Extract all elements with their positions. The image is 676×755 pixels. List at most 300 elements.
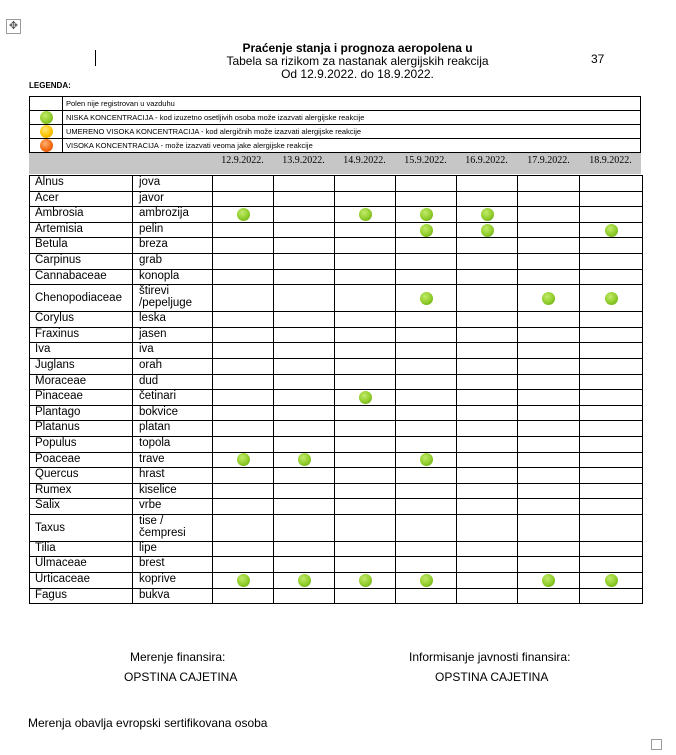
concentration-cell <box>580 312 643 328</box>
concentration-cell <box>396 207 457 223</box>
local-name-cell: konopla <box>133 269 213 285</box>
concentration-cell <box>580 514 643 541</box>
concentration-cell <box>274 541 335 557</box>
concentration-cell <box>580 358 643 374</box>
concentration-cell <box>518 176 580 192</box>
table-row <box>30 176 643 192</box>
concentration-cell <box>396 468 457 484</box>
concentration-cell <box>335 238 396 254</box>
green-dot-icon <box>420 224 433 237</box>
green-dot-icon <box>359 574 372 587</box>
latin-name-cell: Tilia <box>30 541 133 557</box>
concentration-cell <box>457 343 518 359</box>
latin-name-cell: Acer <box>30 191 133 207</box>
concentration-cell <box>580 421 643 437</box>
yellow-dot-icon <box>40 125 53 138</box>
concentration-cell <box>457 269 518 285</box>
page-corner-handle[interactable] <box>651 739 662 750</box>
table-row <box>30 312 643 328</box>
date-header: 12.9.2022. <box>221 155 264 166</box>
concentration-cell <box>396 405 457 421</box>
concentration-cell <box>274 374 335 390</box>
local-name-cell: lipe <box>133 541 213 557</box>
concentration-cell <box>457 390 518 406</box>
concentration-cell <box>518 358 580 374</box>
local-name-cell: dud <box>133 374 213 390</box>
concentration-cell <box>518 327 580 343</box>
table-row <box>30 327 643 343</box>
concentration-cell <box>457 191 518 207</box>
concentration-cell <box>274 285 335 312</box>
concentration-cell <box>213 421 274 437</box>
concentration-cell <box>580 390 643 406</box>
local-name-cell: jova <box>133 176 213 192</box>
concentration-cell <box>213 253 274 269</box>
concentration-cell <box>580 541 643 557</box>
table-row <box>30 343 643 359</box>
concentration-cell <box>274 191 335 207</box>
table-row <box>30 541 643 557</box>
concentration-cell <box>580 238 643 254</box>
local-name-cell: grab <box>133 253 213 269</box>
text-cursor <box>95 50 96 66</box>
concentration-cell <box>335 343 396 359</box>
concentration-cell <box>335 541 396 557</box>
latin-name-cell: Corylus <box>30 312 133 328</box>
concentration-cell <box>518 573 580 589</box>
green-dot-icon <box>359 208 372 221</box>
legend-label: LEGENDA: <box>29 81 71 90</box>
funding-measurement-label: Merenje finansira: <box>130 650 226 664</box>
page-number: 37 <box>591 52 605 66</box>
table-row <box>30 514 643 541</box>
concentration-cell <box>396 390 457 406</box>
local-name-cell: iva <box>133 343 213 359</box>
concentration-cell <box>335 483 396 499</box>
concentration-cell <box>580 285 643 312</box>
concentration-cell <box>213 452 274 468</box>
legend-text: UMERENO VISOKA KONCENTRACIJA - kod alergičnih može izazvati alergijske reakcije <box>63 125 641 139</box>
latin-name-cell: Salix <box>30 499 133 515</box>
green-dot-icon <box>542 292 555 305</box>
funding-information-label: Informisanje javnosti finansira: <box>409 650 571 664</box>
concentration-cell <box>274 269 335 285</box>
concentration-cell <box>213 207 274 223</box>
concentration-cell <box>580 343 643 359</box>
concentration-cell <box>274 327 335 343</box>
concentration-cell <box>518 207 580 223</box>
concentration-cell <box>335 557 396 573</box>
legend-text: NISKA KONCENTRACIJA - kod izuzetno osetljivih osoba može izazvati alergijske reakcije <box>63 111 641 125</box>
concentration-cell <box>335 573 396 589</box>
concentration-cell <box>396 436 457 452</box>
concentration-cell <box>274 176 335 192</box>
table-row <box>30 421 643 437</box>
concentration-cell <box>213 312 274 328</box>
concentration-cell <box>518 588 580 604</box>
concentration-cell <box>457 222 518 238</box>
green-dot-icon <box>542 574 555 587</box>
table-row <box>30 285 643 312</box>
green-dot-icon <box>481 208 494 221</box>
table-row <box>30 436 643 452</box>
concentration-cell <box>274 253 335 269</box>
green-dot-icon <box>605 292 618 305</box>
concentration-cell <box>335 588 396 604</box>
concentration-cell <box>518 222 580 238</box>
local-name-cell: breza <box>133 238 213 254</box>
concentration-cell <box>396 343 457 359</box>
concentration-cell <box>518 514 580 541</box>
concentration-cell <box>274 557 335 573</box>
latin-name-cell: Populus <box>30 436 133 452</box>
latin-name-cell: Chenopodiaceae <box>30 285 133 312</box>
concentration-cell <box>580 483 643 499</box>
concentration-cell <box>396 176 457 192</box>
concentration-cell <box>213 238 274 254</box>
concentration-cell <box>335 207 396 223</box>
concentration-cell <box>580 468 643 484</box>
table-row <box>30 499 643 515</box>
concentration-cell <box>457 285 518 312</box>
concentration-cell <box>518 452 580 468</box>
concentration-cell <box>580 436 643 452</box>
concentration-cell <box>213 269 274 285</box>
concentration-cell <box>396 541 457 557</box>
table-row <box>30 358 643 374</box>
concentration-cell <box>335 468 396 484</box>
latin-name-cell: Cannabaceae <box>30 269 133 285</box>
concentration-cell <box>335 452 396 468</box>
local-name-cell: štirevi /pepeljuge <box>133 285 213 312</box>
table-row <box>30 191 643 207</box>
concentration-cell <box>457 541 518 557</box>
concentration-cell <box>335 269 396 285</box>
concentration-cell <box>335 374 396 390</box>
table-row <box>30 557 643 573</box>
concentration-cell <box>580 374 643 390</box>
table-move-handle-icon[interactable]: ✥ <box>6 19 21 34</box>
concentration-cell <box>457 452 518 468</box>
latin-name-cell: Moraceae <box>30 374 133 390</box>
concentration-cell <box>274 588 335 604</box>
latin-name-cell: Taxus <box>30 514 133 541</box>
concentration-cell <box>396 573 457 589</box>
concentration-cell <box>457 238 518 254</box>
concentration-cell <box>518 191 580 207</box>
table-row <box>30 238 643 254</box>
legend-symbol-cell <box>30 111 63 125</box>
concentration-cell <box>396 312 457 328</box>
concentration-cell <box>457 176 518 192</box>
concentration-cell <box>396 483 457 499</box>
concentration-cell <box>518 405 580 421</box>
concentration-cell <box>580 405 643 421</box>
local-name-cell: pelin <box>133 222 213 238</box>
local-name-cell: bukva <box>133 588 213 604</box>
concentration-cell <box>274 436 335 452</box>
concentration-cell <box>580 588 643 604</box>
concentration-cell <box>457 483 518 499</box>
date-range: Od 12.9.2022. do 18.9.2022. <box>281 67 434 81</box>
concentration-cell <box>335 390 396 406</box>
concentration-cell <box>518 238 580 254</box>
concentration-cell <box>580 269 643 285</box>
funding-measurement-value: OPSTINA CAJETINA <box>124 670 238 684</box>
concentration-cell <box>518 374 580 390</box>
concentration-cell <box>457 557 518 573</box>
concentration-cell <box>457 374 518 390</box>
concentration-cell <box>580 573 643 589</box>
latin-name-cell: Betula <box>30 238 133 254</box>
concentration-cell <box>457 358 518 374</box>
green-dot-icon <box>298 453 311 466</box>
concentration-cell <box>274 483 335 499</box>
green-dot-icon <box>605 574 618 587</box>
concentration-cell <box>396 191 457 207</box>
concentration-cell <box>396 499 457 515</box>
pollen-table <box>29 175 643 604</box>
page-subtitle: Tabela sa rizikom za nastanak alergijskih reakcija <box>226 54 489 68</box>
legend-row <box>30 125 641 139</box>
local-name-cell: orah <box>133 358 213 374</box>
concentration-cell <box>213 327 274 343</box>
concentration-cell <box>396 557 457 573</box>
concentration-cell <box>518 343 580 359</box>
concentration-cell <box>213 588 274 604</box>
concentration-cell <box>274 343 335 359</box>
table-row <box>30 573 643 589</box>
green-dot-icon <box>481 224 494 237</box>
green-dot-icon <box>420 208 433 221</box>
concentration-cell <box>274 207 335 223</box>
concentration-cell <box>518 390 580 406</box>
green-dot-icon <box>420 574 433 587</box>
concentration-cell <box>213 285 274 312</box>
table-row <box>30 405 643 421</box>
concentration-cell <box>335 191 396 207</box>
concentration-cell <box>213 390 274 406</box>
local-name-cell: vrbe <box>133 499 213 515</box>
concentration-cell <box>396 514 457 541</box>
concentration-cell <box>580 452 643 468</box>
concentration-cell <box>274 514 335 541</box>
concentration-cell <box>335 285 396 312</box>
local-name-cell: ambrozija <box>133 207 213 223</box>
local-name-cell: koprive <box>133 573 213 589</box>
latin-name-cell: Pinaceae <box>30 390 133 406</box>
concentration-cell <box>457 312 518 328</box>
concentration-cell <box>335 327 396 343</box>
legend-symbol-cell <box>30 125 63 139</box>
legend-row <box>30 111 641 125</box>
table-row <box>30 269 643 285</box>
concentration-cell <box>518 557 580 573</box>
table-row <box>30 390 643 406</box>
legend-row <box>30 97 641 111</box>
date-header: 17.9.2022. <box>527 155 570 166</box>
local-name-cell: bokvice <box>133 405 213 421</box>
concentration-cell <box>335 421 396 437</box>
concentration-cell <box>274 238 335 254</box>
concentration-cell <box>518 285 580 312</box>
legend-symbol-cell <box>30 97 63 111</box>
concentration-cell <box>580 327 643 343</box>
table-row <box>30 222 643 238</box>
green-dot-icon <box>40 111 53 124</box>
date-header: 18.9.2022. <box>589 155 632 166</box>
concentration-cell <box>580 222 643 238</box>
green-dot-icon <box>359 391 372 404</box>
latin-name-cell: Alnus <box>30 176 133 192</box>
funding-information-value: OPSTINA CAJETINA <box>435 670 549 684</box>
legend-row <box>30 139 641 153</box>
concentration-cell <box>213 573 274 589</box>
green-dot-icon <box>420 453 433 466</box>
concentration-cell <box>274 573 335 589</box>
concentration-cell <box>396 421 457 437</box>
concentration-cell <box>518 253 580 269</box>
local-name-cell: četinari <box>133 390 213 406</box>
page-title: Praćenje stanja i prognoza aeropolena u <box>242 41 473 55</box>
green-dot-icon <box>237 574 250 587</box>
concentration-cell <box>580 499 643 515</box>
concentration-cell <box>457 207 518 223</box>
local-name-cell: platan <box>133 421 213 437</box>
green-dot-icon <box>605 224 618 237</box>
legend-symbol-cell <box>30 139 63 153</box>
concentration-cell <box>518 483 580 499</box>
latin-name-cell: Plantago <box>30 405 133 421</box>
table-row <box>30 253 643 269</box>
legend-text: Polen nije registrovan u vazduhu <box>63 97 641 111</box>
concentration-cell <box>213 468 274 484</box>
concentration-cell <box>396 327 457 343</box>
concentration-cell <box>274 421 335 437</box>
concentration-cell <box>213 358 274 374</box>
concentration-cell <box>396 452 457 468</box>
concentration-cell <box>396 222 457 238</box>
date-header: 15.9.2022. <box>404 155 447 166</box>
latin-name-cell: Juglans <box>30 358 133 374</box>
concentration-cell <box>518 499 580 515</box>
latin-name-cell: Rumex <box>30 483 133 499</box>
concentration-cell <box>580 176 643 192</box>
concentration-cell <box>457 573 518 589</box>
latin-name-cell: Ulmaceae <box>30 557 133 573</box>
concentration-cell <box>396 238 457 254</box>
latin-name-cell: Artemisia <box>30 222 133 238</box>
concentration-cell <box>396 374 457 390</box>
concentration-cell <box>274 358 335 374</box>
latin-name-cell: Carpinus <box>30 253 133 269</box>
concentration-cell <box>335 405 396 421</box>
green-dot-icon <box>298 574 311 587</box>
green-dot-icon <box>237 453 250 466</box>
concentration-cell <box>213 541 274 557</box>
concentration-cell <box>518 421 580 437</box>
concentration-cell <box>213 436 274 452</box>
concentration-cell <box>580 191 643 207</box>
date-header: 14.9.2022. <box>343 155 386 166</box>
title-block <box>180 41 535 81</box>
concentration-cell <box>274 222 335 238</box>
concentration-cell <box>274 390 335 406</box>
concentration-cell <box>457 468 518 484</box>
legend-text: VISOKA KONCENTRACIJA - može izazvati veoma jake alergijske reakcije <box>63 139 641 153</box>
green-dot-icon <box>420 292 433 305</box>
latin-name-cell: Ambrosia <box>30 207 133 223</box>
table-row <box>30 374 643 390</box>
concentration-cell <box>213 191 274 207</box>
local-name-cell: topola <box>133 436 213 452</box>
local-name-cell: tise / čempresi <box>133 514 213 541</box>
concentration-cell <box>213 514 274 541</box>
concentration-cell <box>213 557 274 573</box>
concentration-cell <box>396 269 457 285</box>
table-row <box>30 588 643 604</box>
concentration-cell <box>274 312 335 328</box>
latin-name-cell: Fagus <box>30 588 133 604</box>
concentration-cell <box>396 285 457 312</box>
green-dot-icon <box>237 208 250 221</box>
concentration-cell <box>457 514 518 541</box>
table-row <box>30 207 643 223</box>
local-name-cell: hrast <box>133 468 213 484</box>
local-name-cell: brest <box>133 557 213 573</box>
concentration-cell <box>335 253 396 269</box>
concentration-cell <box>335 358 396 374</box>
concentration-cell <box>213 499 274 515</box>
table-row <box>30 483 643 499</box>
concentration-cell <box>213 176 274 192</box>
concentration-cell <box>274 499 335 515</box>
concentration-cell <box>580 557 643 573</box>
concentration-cell <box>457 405 518 421</box>
concentration-cell <box>335 176 396 192</box>
concentration-cell <box>213 343 274 359</box>
latin-name-cell: Platanus <box>30 421 133 437</box>
concentration-cell <box>457 499 518 515</box>
orange-dot-icon <box>40 139 53 152</box>
concentration-cell <box>518 541 580 557</box>
concentration-cell <box>457 588 518 604</box>
local-name-cell: kiselice <box>133 483 213 499</box>
concentration-cell <box>518 269 580 285</box>
local-name-cell: jasen <box>133 327 213 343</box>
concentration-cell <box>457 327 518 343</box>
latin-name-cell: Iva <box>30 343 133 359</box>
concentration-cell <box>396 358 457 374</box>
concentration-cell <box>335 514 396 541</box>
latin-name-cell: Fraxinus <box>30 327 133 343</box>
concentration-cell <box>518 312 580 328</box>
concentration-cell <box>457 436 518 452</box>
latin-name-cell: Poaceae <box>30 452 133 468</box>
concentration-cell <box>518 436 580 452</box>
latin-name-cell: Urticaceae <box>30 573 133 589</box>
local-name-cell: javor <box>133 191 213 207</box>
concentration-cell <box>213 374 274 390</box>
concentration-cell <box>580 207 643 223</box>
concentration-cell <box>396 253 457 269</box>
concentration-cell <box>335 499 396 515</box>
table-row <box>30 468 643 484</box>
concentration-cell <box>274 468 335 484</box>
local-name-cell: leska <box>133 312 213 328</box>
concentration-cell <box>213 222 274 238</box>
local-name-cell: trave <box>133 452 213 468</box>
